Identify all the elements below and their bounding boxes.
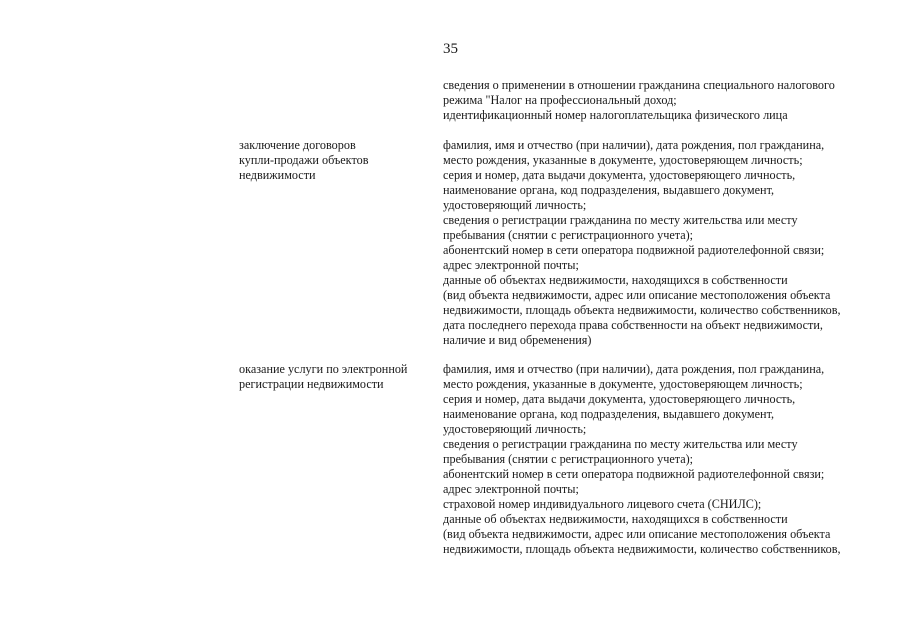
section-data-line: фамилия, имя и отчество (при наличии), дата рождения, пол гражданина, bbox=[443, 362, 825, 376]
section-data-line: пребывания (снятии с регистрационного учета); bbox=[443, 228, 694, 242]
section-data-line: дата последнего перехода права собственности на объект недвижимости, bbox=[443, 318, 823, 332]
section-data-line: данные об объектах недвижимости, находящихся в собственности bbox=[443, 512, 788, 526]
section-data-line: данные об объектах недвижимости, находящихся в собственности bbox=[443, 273, 788, 287]
section-data-line: (вид объекта недвижимости, адрес или описание местоположения объекта bbox=[443, 527, 831, 541]
section-title-line: регистрации недвижимости bbox=[239, 377, 384, 391]
page-number: 35 bbox=[443, 41, 458, 57]
section-data-line: удостоверяющий личность; bbox=[443, 198, 587, 212]
section-data-line: наименование органа, код подразделения, выдавшего документ, bbox=[443, 183, 775, 197]
section-data-line: сведения о регистрации гражданина по месту жительства или месту bbox=[443, 213, 798, 227]
section-data-line: страховой номер индивидуального лицевого счета (СНИЛС); bbox=[443, 497, 762, 511]
section-data-line: место рождения, указанные в документе, удостоверяющем личность; bbox=[443, 153, 803, 167]
section-data-line: адрес электронной почты; bbox=[443, 258, 579, 272]
section-data-line: недвижимости, площадь объекта недвижимости, количество собственников, bbox=[443, 542, 841, 556]
section-data-line: серия и номер, дата выдачи документа, удостоверяющего личность, bbox=[443, 168, 796, 182]
continuation-line: сведения о применении в отношении гражданина специального налогового bbox=[443, 78, 835, 92]
section-data-line: фамилия, имя и отчество (при наличии), дата рождения, пол гражданина, bbox=[443, 138, 825, 152]
section-data-line: наличие и вид обременения) bbox=[443, 333, 592, 347]
continuation-line: идентификационный номер налогоплательщика физического лица bbox=[443, 108, 788, 122]
continuation-line: режима "Налог на профессиональный доход; bbox=[443, 93, 677, 107]
section-title-line: заключение договоров bbox=[239, 138, 356, 152]
section-data-line: сведения о регистрации гражданина по месту жительства или месту bbox=[443, 437, 798, 451]
section-data-line: абонентский номер в сети оператора подвижной радиотелефонной связи; bbox=[443, 467, 825, 481]
section-title-line: недвижимости bbox=[239, 168, 316, 182]
section-data-line: недвижимости, площадь объекта недвижимости, количество собственников, bbox=[443, 303, 841, 317]
section-title-line: оказание услуги по электронной bbox=[239, 362, 408, 376]
section-data-line: серия и номер, дата выдачи документа, удостоверяющего личность, bbox=[443, 392, 796, 406]
section-data-line: (вид объекта недвижимости, адрес или описание местоположения объекта bbox=[443, 288, 831, 302]
section-data-line: удостоверяющий личность; bbox=[443, 422, 587, 436]
section-data-line: место рождения, указанные в документе, удостоверяющем личность; bbox=[443, 377, 803, 391]
section-data-line: пребывания (снятии с регистрационного учета); bbox=[443, 452, 694, 466]
section-data-line: адрес электронной почты; bbox=[443, 482, 579, 496]
section-title-line: купли-продажи объектов bbox=[239, 153, 369, 167]
section-data-line: абонентский номер в сети оператора подвижной радиотелефонной связи; bbox=[443, 243, 825, 257]
section-data-line: наименование органа, код подразделения, выдавшего документ, bbox=[443, 407, 775, 421]
